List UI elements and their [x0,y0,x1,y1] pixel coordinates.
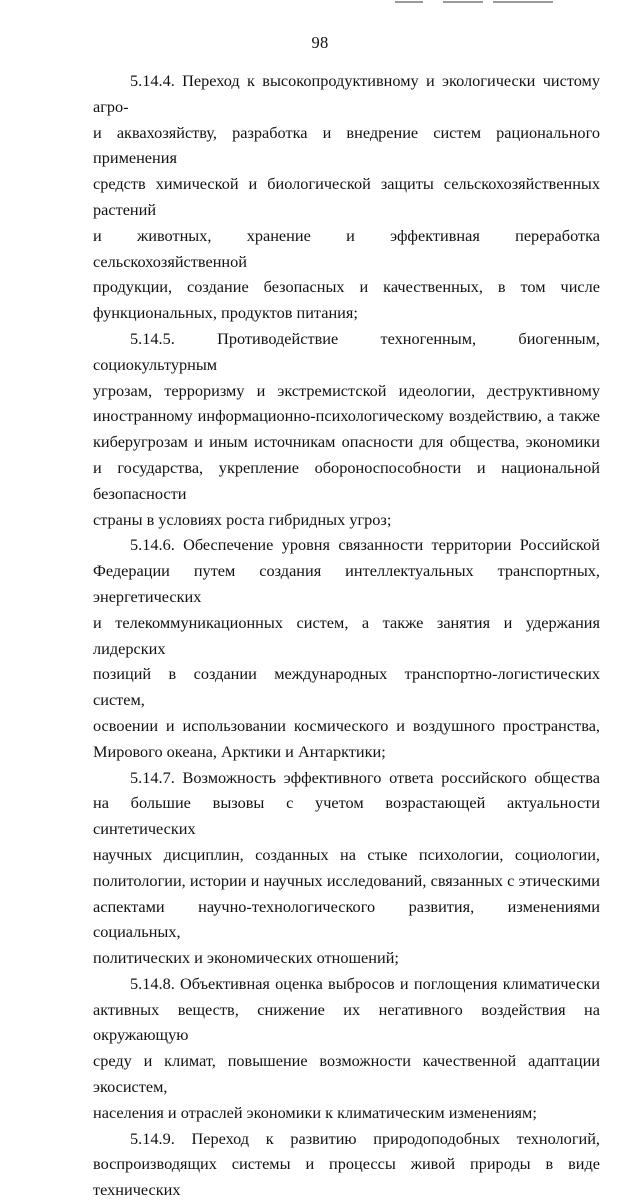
text-line: угрозам, терроризму и экстремистской идеологии, деструктивному [93,380,600,400]
text-line: Федерации путем создания интеллектуальных транспортных, энергетических [93,561,600,606]
text-line: позиций в создании международных транспортно-логистических систем, [93,664,600,710]
text-line: 5.14.5. Противодействие техногенным, биогенным, социокультурным [93,328,600,374]
text-line: 5.14.7. Возможность эффективного ответа российского общества [130,767,600,787]
text-line: 5.14.6. Обеспечение уровня связанности территории Российской [130,535,600,555]
text-line: киберугрозам и иным источникам опасности для общества, экономики [93,432,600,452]
text-line: активных веществ, снижение их негативного воздействия на окружающую [93,999,600,1045]
text-line: средств химической и биологической защиты сельскохозяйственных растений [93,174,600,219]
paragraph-6 [93,1126,600,1203]
text-line: политических и экономических отношений; [93,948,399,968]
text-line: и телекоммуникационных систем, а также занятия и удержания лидерских [93,612,600,658]
text-line: и аквахозяйству, разработка и внедрение систем рационального применения [93,122,600,168]
text-line: среду и климат, повышение возможности качественной адаптации экосистем, [93,1051,600,1097]
text-line: научных дисциплин, созданных на стыке психологии, социологии, [93,844,600,864]
paragraph-4 [93,765,600,971]
paragraph-1 [93,68,600,326]
text-line: иностранному информационно-психологическому воздействию, а также [93,406,600,426]
text-line: 5.14.4. Переход к высокопродуктивному и экологически чистому агро- [93,71,600,116]
scan-edge-mark [395,0,595,4]
text-line: политологии, истории и научных исследований, связанных с этическими [93,870,600,890]
text-line: и животных, хранение и эффективная переработка сельскохозяйственной [93,225,600,271]
text-line: на большие вызовы с учетом возрастающей актуальности синтетических [93,793,600,839]
text-line: освоении и использовании космического и воздушного пространства, [93,715,600,735]
text-line: функциональных, продуктов питания; [93,303,358,323]
text-line: населения и отраслей экономики к климатическим изменениям; [93,1102,537,1122]
document-body [93,68,600,1203]
paragraph-5 [93,971,600,1126]
text-line: 5.14.8. Объективная оценка выбросов и поглощения климатически [130,973,600,993]
page-number: 98 [311,33,329,52]
text-line: аспектами научно-технологического развития, изменениями социальных, [93,896,600,942]
paragraph-2 [93,326,600,532]
paragraph-3 [93,532,600,764]
text-line: 5.14.9. Переход к развитию природоподобных технологий, [130,1128,600,1148]
text-line: воспроизводящих системы и процессы живой природы в виде технических [93,1154,600,1200]
text-line: Мирового океана, Арктики и Антарктики; [93,741,386,761]
text-line: и государства, укрепление обороноспособности и национальной безопасности [93,457,600,503]
text-line: страны в условиях роста гибридных угроз; [93,509,392,529]
text-line: продукции, создание безопасных и качественных, в том числе [93,277,600,297]
